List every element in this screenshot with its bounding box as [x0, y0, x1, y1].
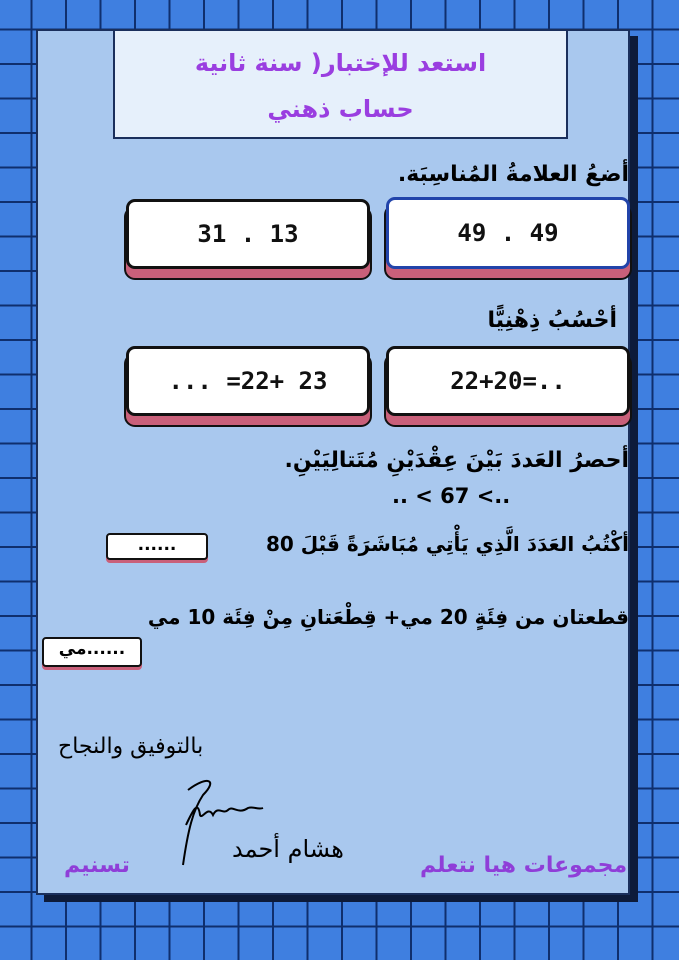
- q1-prompt: أضعُ العلامةُ المُناسِبَة.: [397, 162, 629, 187]
- q2-right-card: [386, 346, 630, 416]
- q1-right-value: 49 . 49: [457, 219, 559, 247]
- title-box: [113, 29, 568, 139]
- q2-left-card: [126, 346, 370, 416]
- q3-expression: .. < 67 <..: [392, 484, 511, 508]
- q2-right-value: 22+20=..: [450, 367, 566, 395]
- author-name: هشام أحمد: [232, 835, 344, 863]
- q1-left-value: 31 . 13: [197, 220, 299, 248]
- q4-answer-box[interactable]: ......: [106, 533, 208, 560]
- credit-name: تسنيم: [64, 853, 130, 878]
- q5-prompt: قطعتان من فِئَةٍ 20 مي+ قِطْعَتانِ مِنْ فِئَة 10 مي: [147, 605, 629, 629]
- q1-left-card: [126, 199, 370, 269]
- q2-prompt: أحْسُبُ ذِهْنِيًّا: [487, 308, 617, 333]
- q5-answer-box[interactable]: ......مي: [42, 637, 142, 667]
- q2-left-value: ... =22+ 23: [168, 367, 328, 395]
- closing-wish: بالتوفيق والنجاح: [58, 734, 204, 759]
- group-name: مجموعات هيا نتعلم: [420, 853, 628, 878]
- q1-right-card: [386, 197, 630, 269]
- q4-prompt: أكْتُبُ العَدَدَ الَّذِي يَأْتِي مُبَاشَرَةً قَبْلَ 80: [265, 532, 629, 556]
- q3-prompt: أحصرُ العَددَ بَيْنَ عِقْدَيْنِ مُتَتالِيَيْنِ.: [284, 448, 629, 473]
- title-line-2: حساب ذهني: [267, 95, 414, 123]
- title-line-1: استعد للإختبار( سنة ثانية: [194, 49, 487, 77]
